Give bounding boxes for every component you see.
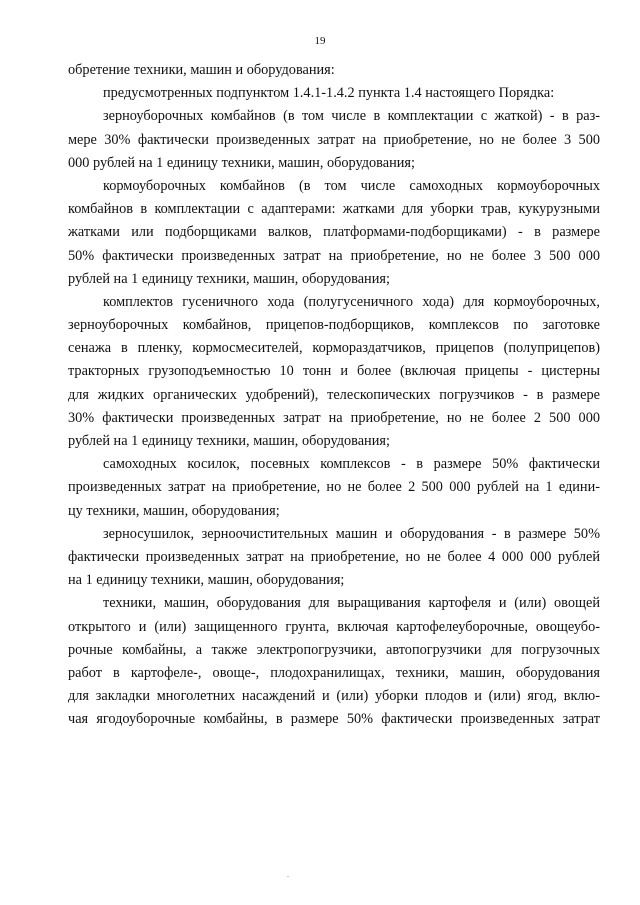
text-line: комбайнов в комплектации с адаптерами: жатками для уборки трав, кукурузными: [68, 201, 600, 218]
text-line: мере 30% фактически произведенных затрат на приобретение, но не более 3 500: [68, 131, 600, 148]
text-line: открытого и (или) защищенного грунта, включая картофелеуборочные, овощеубо-: [68, 618, 600, 635]
text-line: обретение техники, машин и оборудования:: [68, 62, 335, 78]
text-line: для жидких органических удобрений), телескопических погрузчиков - в размере: [68, 386, 600, 403]
text-line: техники, машин, оборудования для выращивания картофеля и (или) овощей: [103, 595, 600, 612]
text-line: самоходных косилок, посевных комплексов - в размере 50% фактически: [103, 456, 600, 473]
text-line: кормоуборочных комбайнов (в том числе самоходных кормоуборочных: [103, 177, 600, 194]
text-line: произведенных затрат на приобретение, но не более 2 500 000 рублей на 1 едини-: [68, 479, 600, 496]
text-line: зерноуборочных комбайнов, прицепов-подборщиков, комплексов по заготовке: [68, 317, 600, 334]
text-line: сенажа в пленку, кормосмесителей, кормораздатчиков, прицепов (полуприцепов): [68, 340, 600, 357]
page-number: 19: [314, 35, 326, 47]
text-line: для закладки многолетних насаждений и (или) уборки плодов и (или) ягод, вклю-: [68, 688, 600, 705]
text-line: комплектов гусеничного хода (полугусеничного хода) для кормоуборочных,: [103, 293, 600, 310]
scan-speck: [287, 876, 289, 877]
text-line: 000 рублей на 1 единицу техники, машин, оборудования;: [68, 154, 415, 171]
text-line: рублей на 1 единицу техники, машин, оборудования;: [68, 433, 390, 449]
text-line: зерносушилок, зерноочистительных машин и оборудования - в размере 50%: [103, 525, 600, 542]
text-line: на 1 единицу техники, машин, оборудования;: [68, 572, 345, 589]
text-line: работ в картофеле-, овоще-, плодохранилищах, техники, машин, оборудования: [68, 664, 600, 681]
text-line: тракторных грузоподъемностью 10 тонн и более (включая прицепы - цистерны: [68, 363, 600, 380]
text-line: цу техники, машин, оборудования;: [68, 502, 280, 519]
text-line: фактически произведенных затрат на приобретение, но не более 4 000 000 рублей: [68, 548, 600, 565]
text-line: рублей на 1 единицу техники, машин, оборудования;: [68, 270, 390, 287]
text-line: 50% фактически произведенных затрат на приобретение, но не более 3 500 000: [68, 247, 600, 264]
text-line: чая ягодоуборочные комбайны, в размере 50% фактически произведенных затрат: [68, 711, 600, 728]
text-line: рочные комбайны, а также электропогрузчики, автопогрузчики для погрузочных: [68, 641, 600, 658]
text-line: зерноуборочных комбайнов (в том числе в комплектации с жаткой) - в раз-: [103, 108, 600, 125]
document-body: [68, 59, 600, 731]
text-line: жатками или подборщиками валков, платформами-подборщиками) - в размере: [68, 224, 600, 241]
text-line: предусмотренных подпунктом 1.4.1-1.4.2 пункта 1.4 настоящего Порядка:: [103, 85, 555, 102]
text-line: 30% фактически произведенных затрат на приобретение, но не более 2 500 000: [68, 409, 600, 426]
